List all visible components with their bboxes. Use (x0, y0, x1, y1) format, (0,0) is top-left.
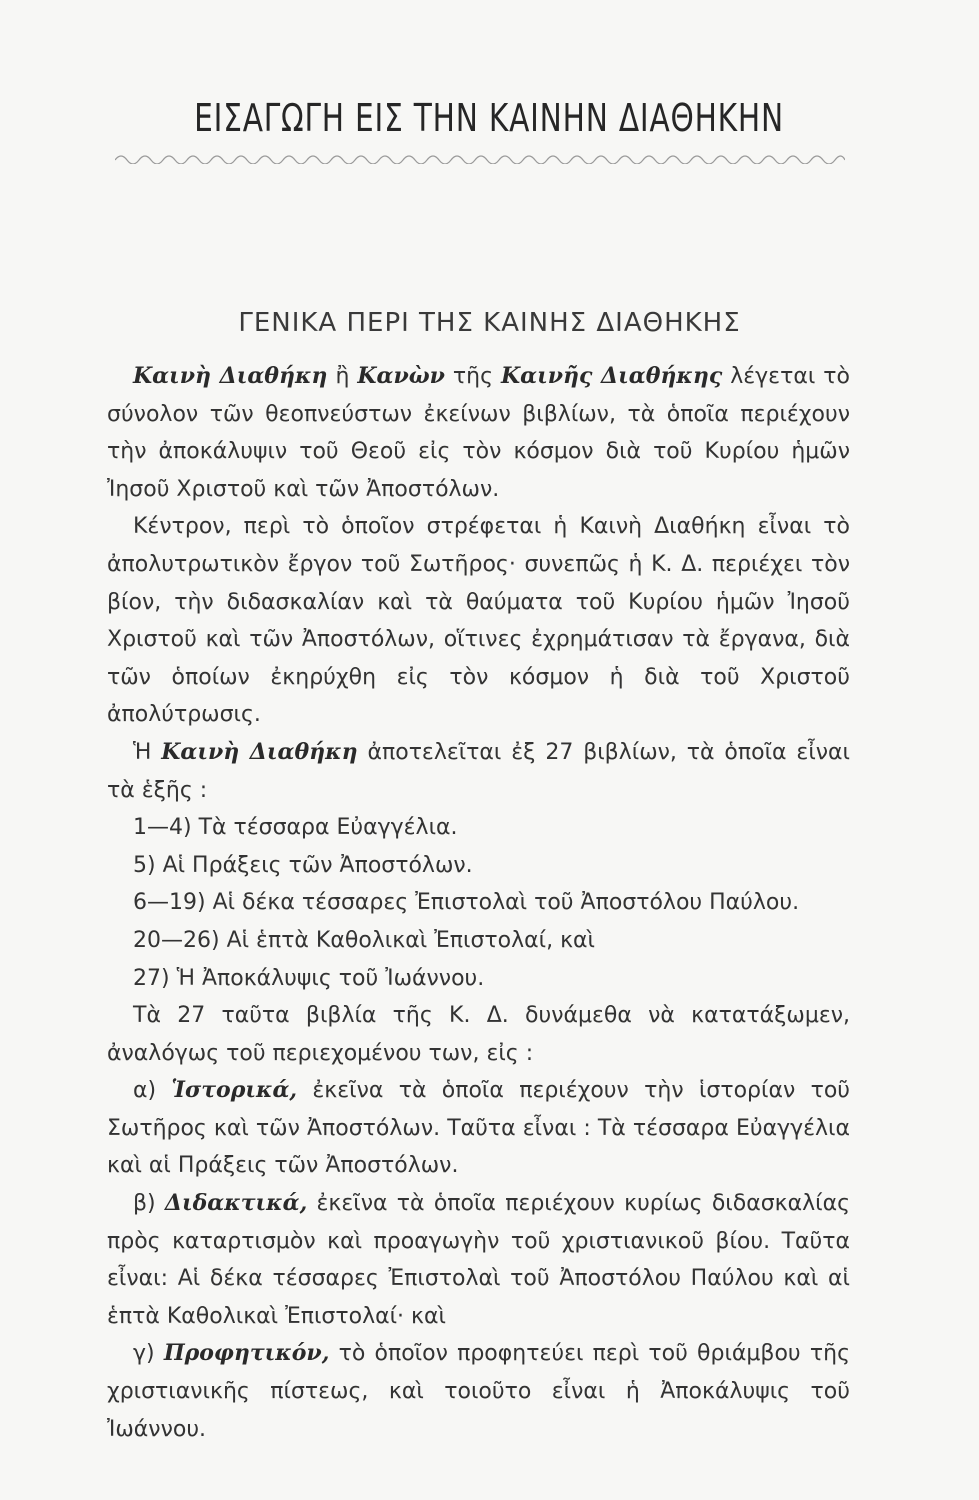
term-kaines-diathekes: Καινῆς Διαθήκης (501, 363, 723, 389)
intro-paragraph (107, 358, 850, 508)
book-item: 6—19) Αἱ δέκα τέσσαρες Ἐπιστολαὶ τοῦ Ἀποστόλου Παύλου. (133, 890, 800, 916)
text-run: Ἡ (133, 739, 162, 765)
text-run: ἢ (327, 364, 358, 389)
category-label: γ) (133, 1341, 164, 1367)
running-header (0, 96, 979, 140)
center-paragraph: Κέντρον, περὶ τὸ ὁποῖον στρέφεται ἡ Καινὴ Διαθήκη εἶναι τὸ ἀπολυτρωτικὸν ἔργον τοῦ Σωτῆρος· συνεπῶς ἡ Κ. Δ. περιέχει τὸν βίον, τὴν διδασκαλίαν καὶ τὰ θαύματα τοῦ Κυρίου ἡμῶν Ἰησοῦ Χριστοῦ καὶ τῶν Ἀποστόλων, οἵτινες ἐχρημάτισαν τὰ ἔργανα, διὰ τῶν ὁποίων ἐκηρύχθη εἰς τὸν κόσμον ἡ διὰ τοῦ Χριστοῦ ἀπολύτρωσις. (107, 514, 850, 728)
text-run: τῆς (444, 364, 502, 389)
term-kaine-diatheke: Καινὴ Διαθήκη (133, 363, 328, 389)
wavy-rule (115, 150, 845, 164)
category-historical (107, 1072, 850, 1185)
book-item: 5) Αἱ Πράξεις τῶν Ἀποστόλων. (133, 852, 473, 878)
category-label: α) (133, 1078, 172, 1104)
text-run: ἐκεῖνα τὰ ὁποῖα περιέχουν κυρίως διδασκαλίας πρὸς καταρτισμὸν καὶ προαγωγὴν τοῦ χριστιανικοῦ βίου. Ταῦτα εἶναι: Αἱ δέκα τέσσαρες Ἐπιστολαὶ τοῦ Ἀποστόλου Παύλου καὶ αἱ ἑπτὰ Καθολικαὶ Ἐπιστολαί· καὶ (107, 1191, 850, 1329)
book-item: 1—4) Τὰ τέσσαρα Εὐαγγέλια. (133, 815, 458, 841)
term-kaine-diatheke: Καινὴ Διαθήκη (161, 738, 358, 765)
book-item: 27) Ἡ Ἀποκάλυψις τοῦ Ἰωάννου. (133, 965, 485, 991)
category-didactic (107, 1185, 850, 1335)
category-term: Προφητικόν, (163, 1340, 330, 1367)
category-prophetic (107, 1335, 850, 1448)
body-text (107, 358, 850, 1448)
section-title: ΓΕΝΙΚΑ ΠΕΡΙ ΤΗΣ ΚΑΙΝΗΣ ΔΙΑΘΗΚΗΣ (238, 307, 741, 338)
term-kanon: Κανὼν (357, 363, 445, 389)
text-run: ἐκεῖνα τὰ ὁποῖα περιέχουν τὴν ἱστορίαν τοῦ Σωτῆρος καὶ τῶν Ἀποστόλων. Ταῦτα εἶναι : Τὰ τέσσαρα Εὐαγγέλια καὶ αἱ Πράξεις τῶν Ἀποστόλων. (107, 1078, 851, 1179)
text-run: ἀποτελεῖται ἐξ 27 βιβλίων, τὰ ὁποῖα εἶναι τὰ ἑξῆς : (107, 739, 850, 803)
composition-paragraph (107, 734, 850, 809)
category-term: Ἱστορικά, (171, 1077, 298, 1104)
book-item: 20—26) Αἱ ἑπτὰ Καθολικαὶ Ἐπιστολαί, καὶ (133, 927, 595, 953)
running-title: ΕΙΣΑΓΩΓΗ ΕΙΣ ΤΗΝ ΚΑΙΝΗΝ ΔΙΑΘΗΚΗΝ (194, 96, 785, 140)
text-run: τὸ ὁποῖον προφητεύει περὶ τοῦ θριάμβου τῆς χριστιανικῆς πίστεως, καὶ τοιοῦτο εἶναι ἡ Ἀποκάλυψις τοῦ Ἰωάννου. (107, 1341, 850, 1442)
classification-paragraph: Τὰ 27 ταῦτα βιβλία τῆς Κ. Δ. δυνάμεθα νὰ κατατάξωμεν, ἀναλόγως τοῦ περιεχομένου των, εἰς : (107, 1003, 850, 1066)
text-run: λέγεται τὸ σύνολον τῶν θεοπνεύστων ἐκείνων βιβλίων, τὰ ὁποῖα περιέχουν τὴν ἀποκάλυψιν τοῦ Θεοῦ εἰς τὸν κόσμον διὰ τοῦ Κυρίου ἡμῶν Ἰησοῦ Χριστοῦ καὶ τῶν Ἀποστόλων. (107, 364, 850, 502)
category-label: β) (133, 1191, 165, 1217)
category-term: Διδακτικά, (164, 1190, 308, 1217)
